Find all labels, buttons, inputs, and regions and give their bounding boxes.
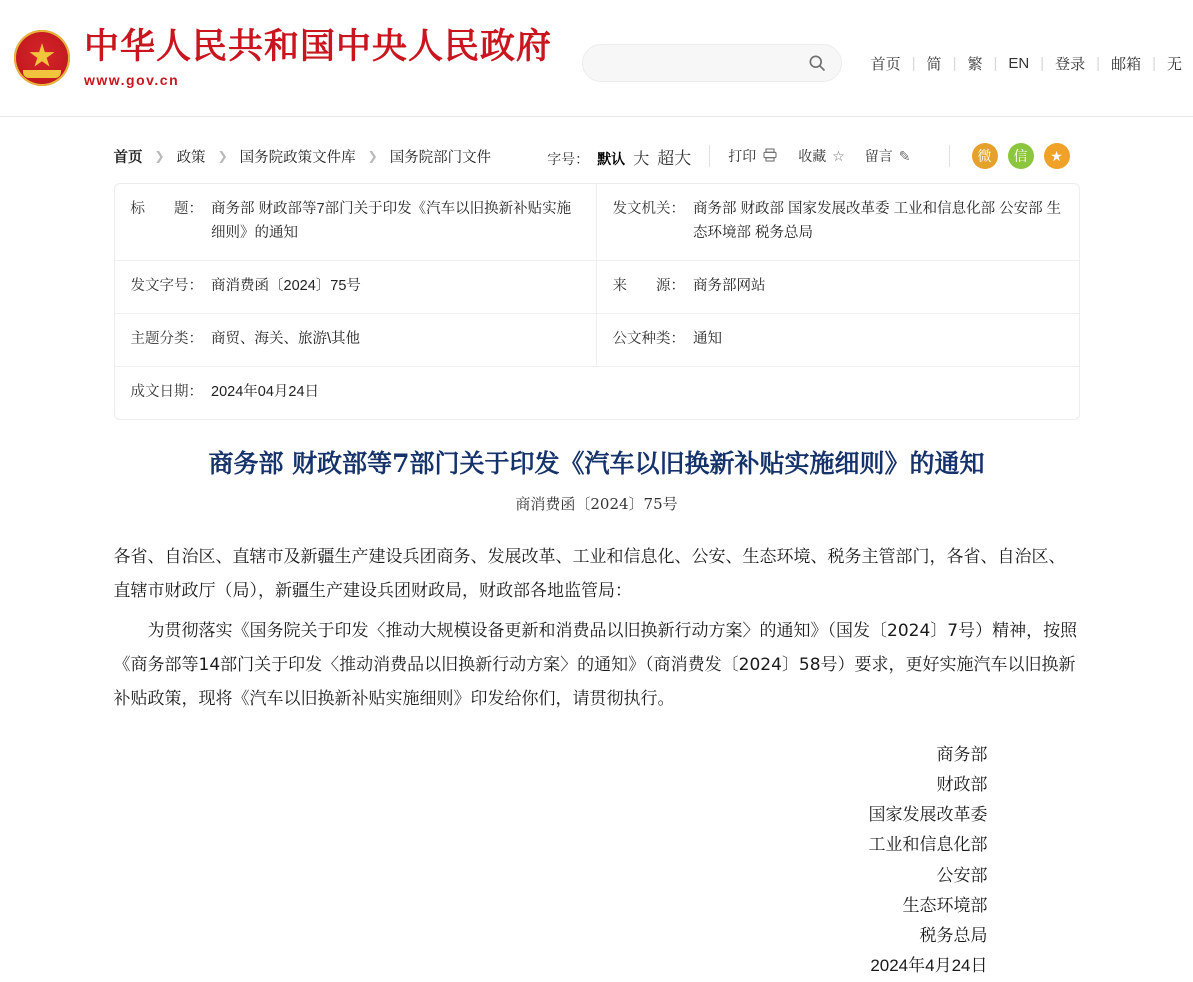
breadcrumb xyxy=(114,146,492,167)
article-toolbar xyxy=(547,143,1079,169)
font-size-label: 字号： xyxy=(547,150,590,167)
breadcrumb-item-home[interactable]: 首页 xyxy=(113,149,143,166)
meta-value-doc-type: 通知 xyxy=(693,330,722,347)
article-title: 商务部 财政部等7部门关于印发《汽车以旧换新补贴实施细则》的通知 xyxy=(208,448,985,478)
signoff-line: 商务部 xyxy=(936,744,988,764)
printer-icon xyxy=(762,147,778,166)
comment-label: 留言 xyxy=(864,148,893,164)
signoff-line: 税务总局 xyxy=(919,926,988,946)
article xyxy=(114,446,1080,982)
toolbar-divider xyxy=(949,145,950,167)
meta-cell-doc-type xyxy=(597,314,1079,366)
meta-cell-category xyxy=(115,314,597,366)
nav-divider: | xyxy=(1040,54,1045,72)
meta-key-doc-number: 发文字号： xyxy=(130,277,203,294)
signoff-line: 生态环境部 xyxy=(902,895,988,915)
chevron-right-icon: ❯ xyxy=(367,149,378,163)
toolbar-divider xyxy=(709,145,710,167)
meta-value-category: 商贸、海关、旅游\其他 xyxy=(211,330,361,347)
meta-row xyxy=(115,184,1079,261)
meta-value-doc-number: 商消费函〔2024〕75号 xyxy=(211,277,361,294)
article-paragraph: 为贯彻落实《国务院关于印发〈推动大规模设备更新和消费品以旧换新行动方案〉的通知》（国发〔2024〕7号）精神，按照《商务部等14部门关于印发〈推动消费品以旧换新行动方案〉的通知》（商消费发〔2024〕58号）要求，更好实施汽车以旧换新补贴政策，现将《汽车以旧换新补贴实施细则》印发给你们，请贯彻执行。 xyxy=(113,620,1078,709)
signoff-line: 公安部 xyxy=(936,865,988,885)
meta-cell-issuing-agency xyxy=(597,184,1079,260)
signoff-line: 财政部 xyxy=(936,774,988,794)
site-domain: www.gov.cn xyxy=(84,72,180,89)
search-icon[interactable] xyxy=(807,53,827,73)
brand-text xyxy=(84,28,552,89)
favorite-button[interactable] xyxy=(798,146,845,166)
weibo-share-icon[interactable]: 微 xyxy=(972,143,998,169)
meta-key-date: 成文日期： xyxy=(130,383,203,400)
favorite-label: 收藏 xyxy=(798,148,827,164)
meta-row xyxy=(115,367,1079,419)
meta-row xyxy=(115,261,1079,314)
meta-key-category: 主题分类： xyxy=(130,330,203,347)
header-nav-traditional[interactable]: 繁 xyxy=(967,55,983,73)
nav-divider: | xyxy=(993,54,998,72)
print-label: 打印 xyxy=(728,148,757,164)
meta-cell-date xyxy=(115,367,1079,419)
breadcrumb-item-department-docs[interactable]: 国务院部门文件 xyxy=(389,149,492,166)
header-nav xyxy=(860,53,1193,74)
meta-value-issuing-agency: 商务部 财政部 国家发展改革委 工业和信息化部 公安部 生态环境部 税务总局 xyxy=(693,201,1062,241)
meta-key-doc-type: 公文种类： xyxy=(612,330,685,347)
breadcrumb-item-policy-library[interactable]: 国务院政策文件库 xyxy=(239,149,356,166)
site-header xyxy=(0,0,1193,117)
meta-cell-source xyxy=(597,261,1079,313)
nav-divider: | xyxy=(1096,54,1101,72)
document-meta-table xyxy=(114,183,1080,420)
header-nav-login[interactable]: 登录 xyxy=(1055,55,1086,73)
site-brand[interactable] xyxy=(14,28,552,89)
font-size-large[interactable]: 大 xyxy=(633,150,650,168)
font-size-control xyxy=(547,144,691,169)
meta-row xyxy=(115,314,1079,367)
header-nav-simplified[interactable]: 简 xyxy=(926,55,942,73)
meta-value-title: 商务部 财政部等7部门关于印发《汽车以旧换新补贴实施细则》的通知 xyxy=(211,201,572,241)
nav-divider: | xyxy=(911,54,916,72)
font-size-xlarge[interactable]: 超大 xyxy=(657,148,692,168)
header-nav-english[interactable]: EN xyxy=(1008,54,1030,72)
comment-button[interactable] xyxy=(865,146,911,166)
meta-value-source: 商务部网站 xyxy=(693,277,766,294)
article-paragraph: 各省、自治区、直辖市及新疆生产建设兵团商务、发展改革、工业和信息化、公安、生态环境、税务主管部门，各省、自治区、直辖市财政厅（局），新疆生产建设兵团财政局，财政部各地监管局： xyxy=(113,546,1066,601)
pencil-icon: ✎ xyxy=(898,147,911,164)
header-nav-home[interactable]: 首页 xyxy=(870,55,901,73)
chevron-right-icon: ❯ xyxy=(154,149,165,163)
header-nav-mail[interactable]: 邮箱 xyxy=(1111,55,1142,73)
article-subtitle: 商消费函〔2024〕75号 xyxy=(515,494,678,513)
breadcrumb-item-policy[interactable]: 政策 xyxy=(176,149,206,166)
site-title: 中华人民共和国中央人民政府 xyxy=(84,26,553,67)
meta-value-date: 2024年04月24日 xyxy=(211,383,320,400)
meta-key-source: 来 源： xyxy=(612,277,685,294)
meta-key-issuing-agency: 发文机关： xyxy=(612,201,685,217)
header-nav-more[interactable]: 无 xyxy=(1166,55,1182,73)
meta-key-title: 标 题： xyxy=(130,201,203,217)
nav-divider: | xyxy=(1152,54,1156,72)
nav-divider: | xyxy=(952,54,957,72)
search-box[interactable] xyxy=(582,44,842,82)
share-icons xyxy=(972,143,1080,169)
crumb-bar xyxy=(114,137,1080,175)
header-right xyxy=(582,44,1193,82)
star-outline-icon: ☆ xyxy=(832,147,845,164)
article-signoff xyxy=(114,740,1080,982)
national-emblem-icon xyxy=(14,30,70,86)
meta-cell-title xyxy=(115,184,597,260)
print-button[interactable] xyxy=(728,146,778,166)
favorite-share-icon[interactable]: ★ xyxy=(1044,143,1070,169)
chevron-right-icon: ❯ xyxy=(217,149,228,163)
font-size-default[interactable]: 默认 xyxy=(597,150,626,167)
search-input[interactable] xyxy=(597,54,807,72)
article-body xyxy=(114,540,1080,716)
signoff-date: 2024年4月24日 xyxy=(870,956,988,976)
meta-cell-doc-number xyxy=(115,261,597,313)
signoff-line: 国家发展改革委 xyxy=(868,805,988,825)
wechat-share-icon[interactable]: 信 xyxy=(1008,143,1034,169)
signoff-line: 工业和信息化部 xyxy=(868,835,988,855)
crumb-wrap xyxy=(0,117,1193,175)
